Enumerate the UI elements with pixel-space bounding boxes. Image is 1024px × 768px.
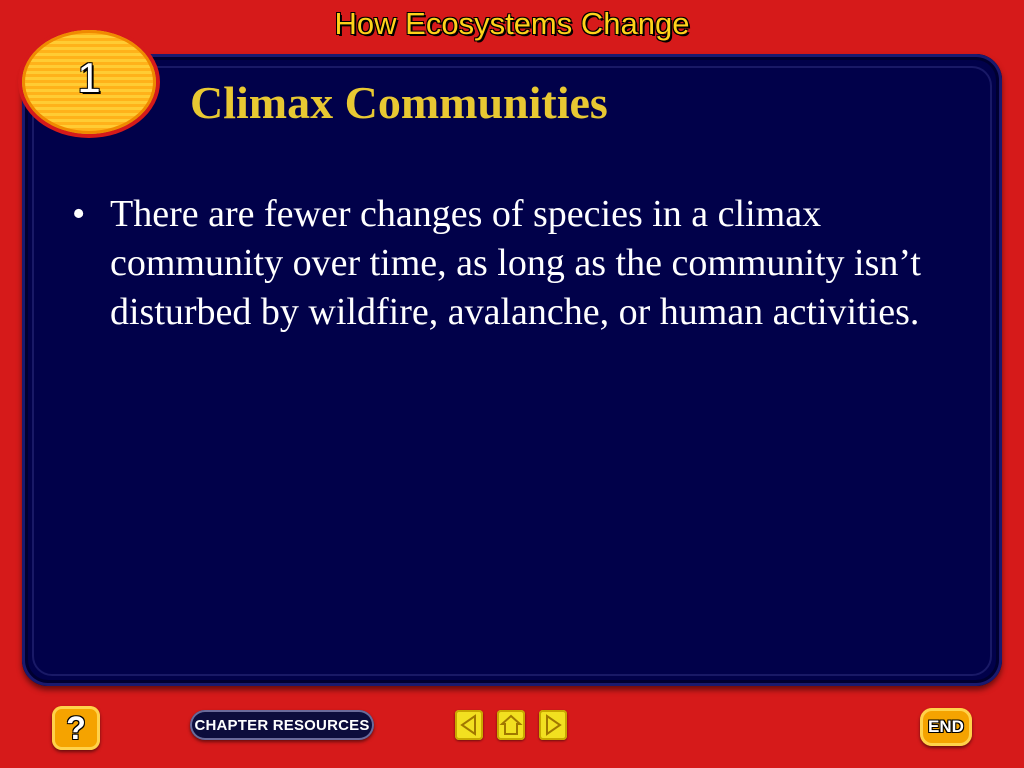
bullet-text: There are fewer changes of species in a climax community over time, as long as the community isn’t disturbed by wildfire, avalanche, or human activities. bbox=[110, 193, 921, 333]
chapter-resources-label: CHAPTER RESOURCES bbox=[194, 716, 370, 734]
end-label: END bbox=[928, 717, 964, 736]
slide-title: Climax Communities bbox=[190, 77, 608, 128]
bullet-symbol: • bbox=[72, 193, 86, 235]
previous-button[interactable] bbox=[455, 710, 483, 740]
help-button[interactable] bbox=[52, 706, 100, 750]
chapter-resources-button[interactable] bbox=[190, 710, 374, 740]
panel-border bbox=[32, 66, 992, 676]
home-button[interactable] bbox=[497, 710, 525, 740]
question-icon: ? bbox=[66, 709, 86, 746]
header-title: How Ecosystems Change bbox=[334, 6, 690, 41]
section-number: 1 bbox=[77, 54, 101, 101]
previous-arrow-icon bbox=[455, 710, 483, 740]
next-button[interactable] bbox=[539, 710, 567, 740]
next-arrow-icon bbox=[539, 710, 567, 740]
home-icon bbox=[497, 710, 525, 740]
end-button[interactable] bbox=[920, 708, 972, 746]
section-badge bbox=[22, 30, 156, 134]
content-panel bbox=[22, 54, 1002, 686]
bullet-item bbox=[72, 190, 932, 337]
bullet-list bbox=[72, 190, 932, 337]
